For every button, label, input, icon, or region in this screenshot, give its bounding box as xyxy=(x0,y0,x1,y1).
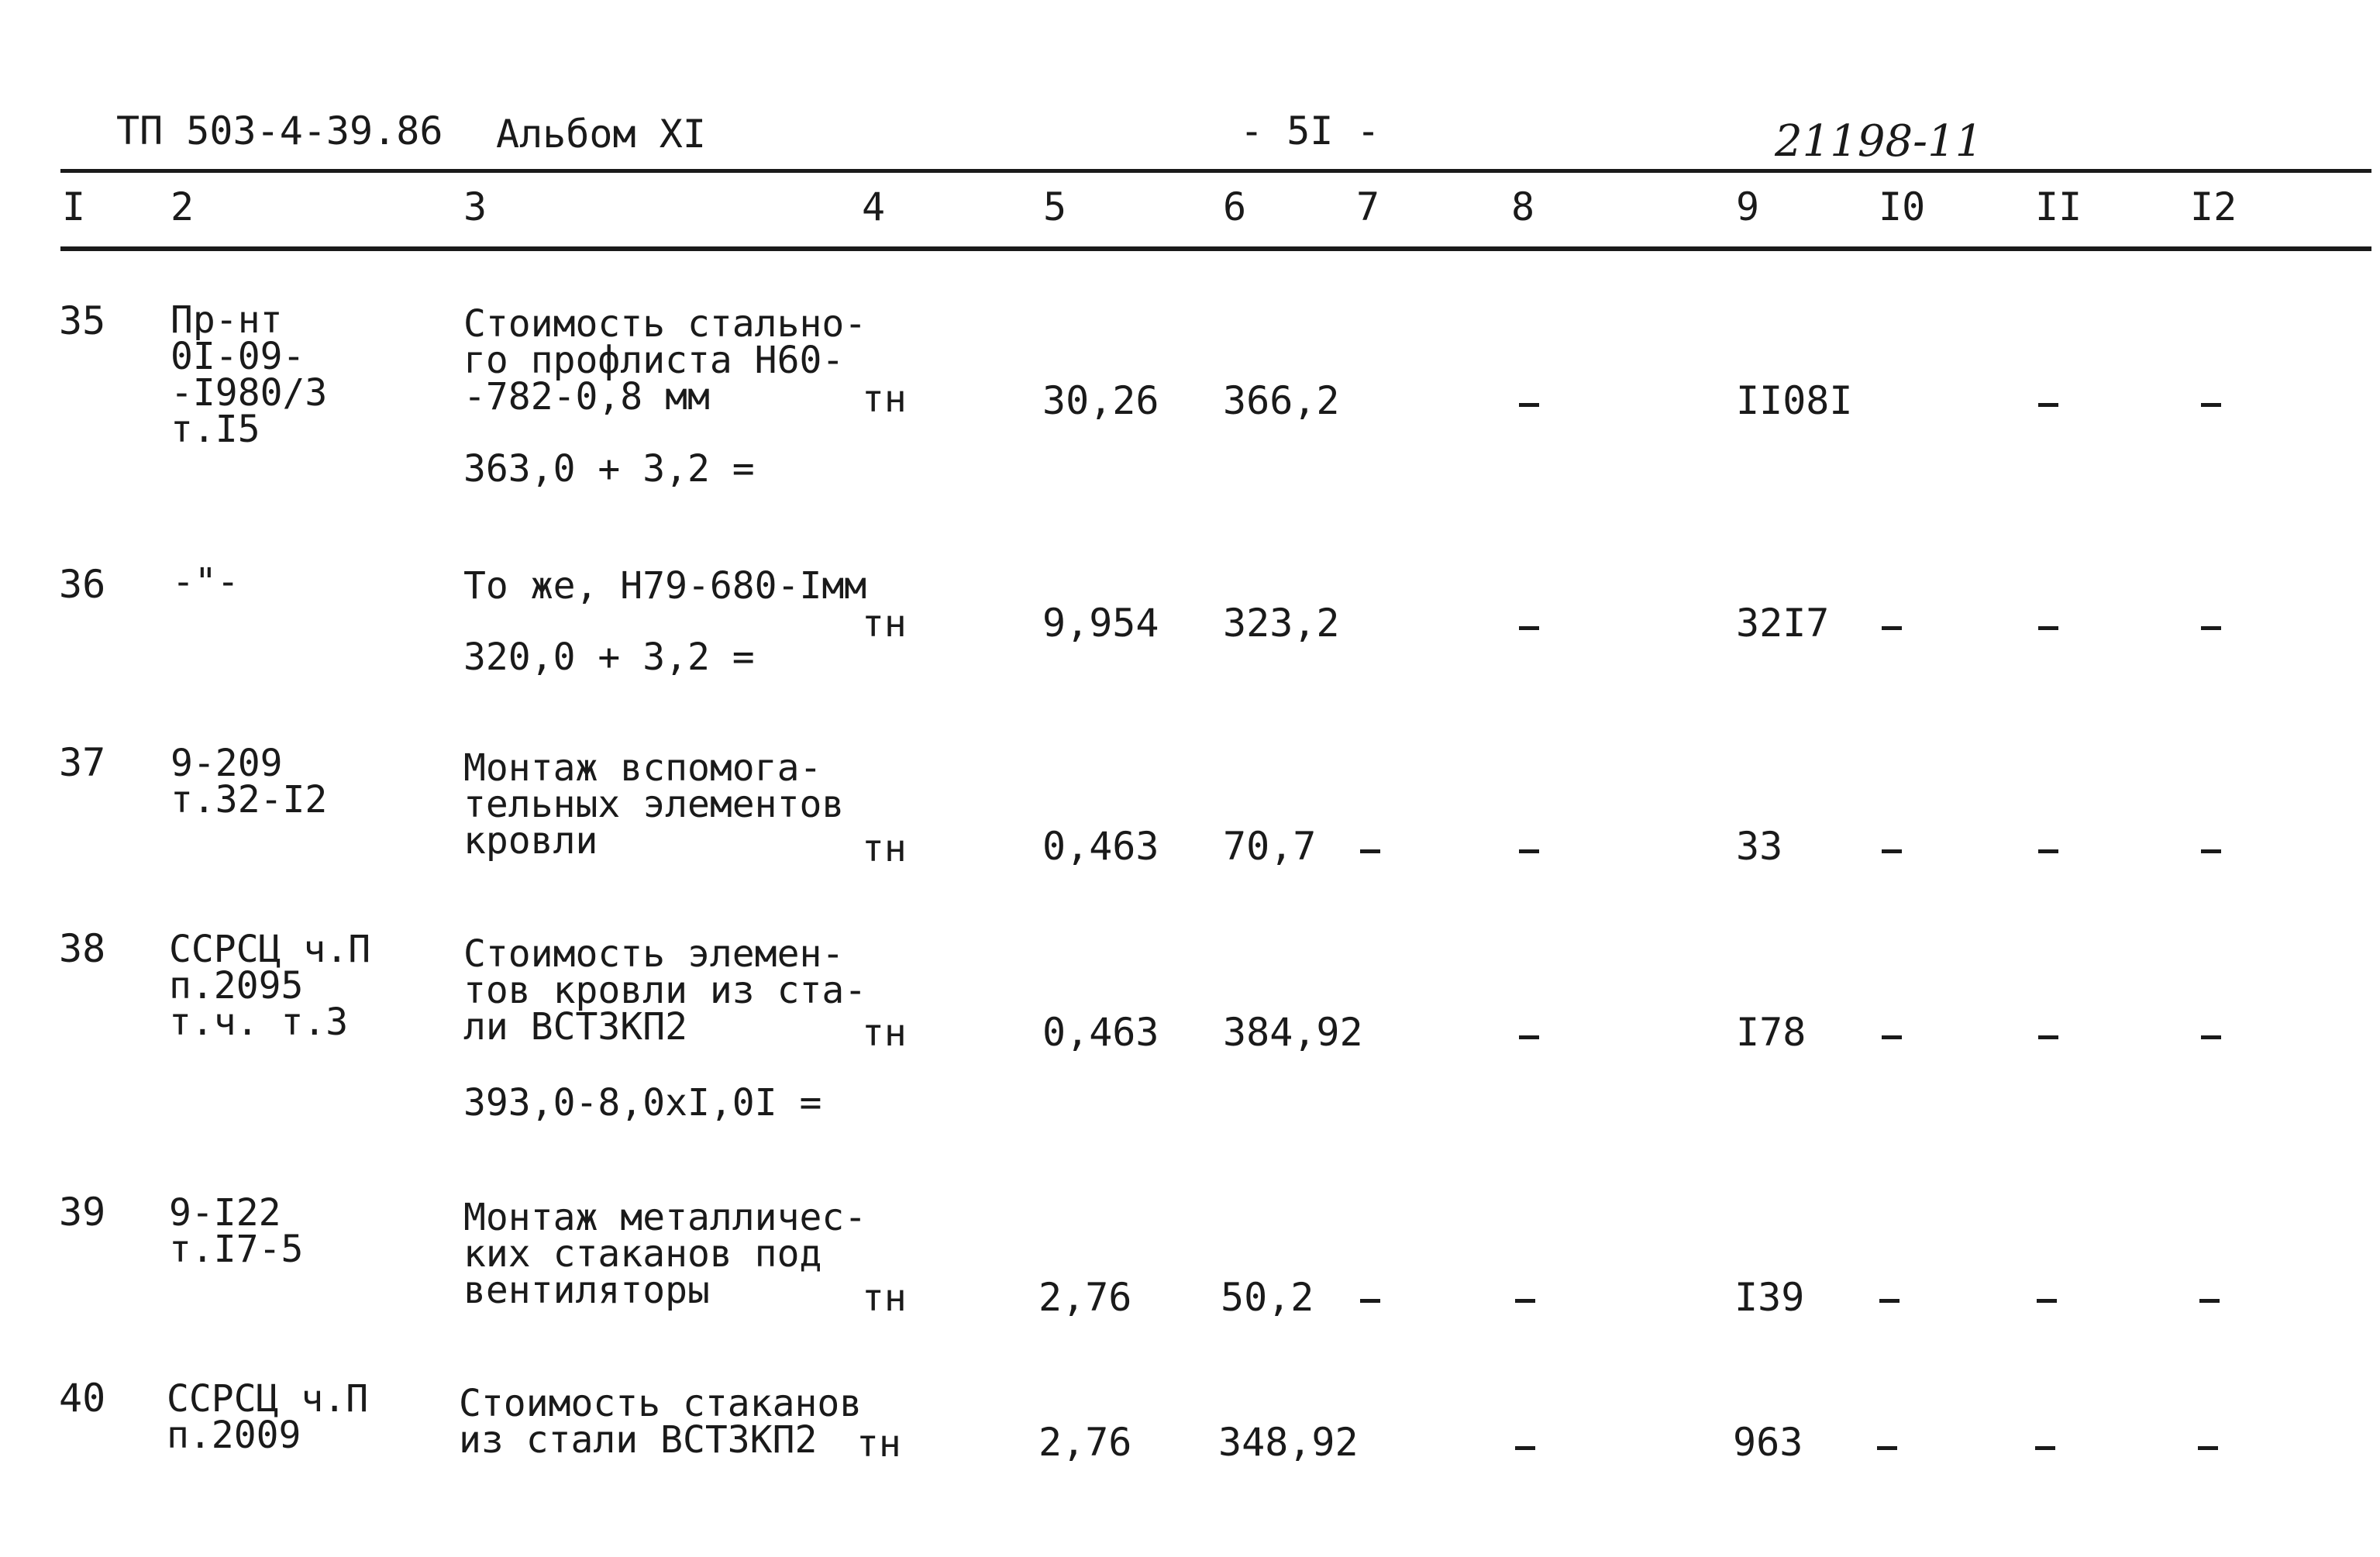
row-number: 38 xyxy=(59,926,106,971)
col-header-10: I0 xyxy=(1879,184,1926,229)
row-unit-price: 323,2 xyxy=(1223,601,1340,646)
row-quantity: 30,26 xyxy=(1042,378,1159,423)
row-total: 32I7 xyxy=(1736,601,1830,646)
row-description: То же, Н79-680-Iмм xyxy=(463,564,867,608)
row-unit: тн xyxy=(862,827,907,870)
col-header-3: 3 xyxy=(463,184,487,229)
dash-col7 xyxy=(1360,1299,1380,1303)
row-number: 40 xyxy=(59,1376,106,1421)
row-basis: 9-209 т.32-I2 xyxy=(170,742,328,822)
top-rule xyxy=(60,169,2371,173)
row-description: Стоимость стаканов из стали ВСТЗКП2 xyxy=(459,1382,863,1462)
dash-col12 xyxy=(2201,626,2221,630)
row-unit: тн xyxy=(862,1276,907,1320)
row-quantity: 2,76 xyxy=(1038,1420,1132,1465)
row-description: Стоимость стально- го профлиста Н60- -782-0,8 мм xyxy=(463,302,867,419)
row-unit-price: 50,2 xyxy=(1221,1275,1314,1320)
dash-col10 xyxy=(1877,1446,1897,1450)
dash-col12 xyxy=(2201,849,2221,853)
row-number: 35 xyxy=(59,298,106,343)
page-number: - 5I - xyxy=(1240,109,1380,153)
row-unit-price: 384,92 xyxy=(1223,1010,1363,1055)
dash-col11 xyxy=(2038,626,2058,630)
col-header-1: I xyxy=(62,184,86,229)
col-header-12: I2 xyxy=(2190,184,2237,229)
dash-col8 xyxy=(1519,1035,1539,1039)
row-basis: 9-I22 т.I7-5 xyxy=(169,1191,304,1271)
row-unit: тн xyxy=(856,1422,901,1466)
dash-col11 xyxy=(2035,1446,2055,1450)
col-header-9: 9 xyxy=(1736,184,1760,229)
row-total: I39 xyxy=(1734,1275,1805,1320)
dash-col7 xyxy=(1360,849,1380,853)
col-header-2: 2 xyxy=(170,184,195,229)
dash-col11 xyxy=(2038,1035,2058,1039)
row-unit-price: 70,7 xyxy=(1223,824,1317,869)
row-unit: тн xyxy=(862,602,907,646)
row-number: 37 xyxy=(59,740,106,785)
row-unit: тн xyxy=(862,1011,907,1055)
row-number: 39 xyxy=(59,1190,106,1235)
dash-col8 xyxy=(1515,1446,1535,1450)
row-basis: ССРСЦ ч.П п.2009 xyxy=(167,1377,369,1457)
dash-col12 xyxy=(2201,403,2221,407)
dash-col8 xyxy=(1519,849,1539,853)
row-quantity: 9,954 xyxy=(1042,601,1159,646)
dash-col12 xyxy=(2201,1035,2221,1039)
dash-col10 xyxy=(1882,849,1902,853)
col-header-6: 6 xyxy=(1223,184,1247,229)
row-total: 963 xyxy=(1733,1420,1803,1465)
document-code: ТП 503-4-39.86 xyxy=(116,109,443,153)
row-unit: тн xyxy=(862,377,907,421)
row-description: Монтаж вспомога- тельных элементов кровли xyxy=(463,746,845,863)
row-total: I78 xyxy=(1736,1010,1807,1055)
row-description: Монтаж металличес- ких стаканов под вентиляторы xyxy=(463,1196,867,1312)
row-quantity: 2,76 xyxy=(1038,1275,1132,1320)
col-header-5: 5 xyxy=(1043,184,1067,229)
row-total: II08I xyxy=(1736,378,1853,423)
dash-col10 xyxy=(1882,1035,1902,1039)
row-basis: Пр-нт 0I-09- -I980/3 т.I5 xyxy=(170,298,328,451)
dash-col8 xyxy=(1519,403,1539,407)
row-basis: -"- xyxy=(172,560,239,604)
row-total: 33 xyxy=(1736,824,1783,869)
col-header-7: 7 xyxy=(1356,184,1380,229)
column-header-rule xyxy=(60,246,2371,251)
handwritten-code: 21198-11 xyxy=(1775,116,1983,167)
dash-col12 xyxy=(2198,1446,2218,1450)
row-quantity: 0,463 xyxy=(1042,1010,1159,1055)
row-description: Стоимость элемен- тов кровли из ста- ли ВСТЗКП2 xyxy=(463,932,867,1049)
row-number: 36 xyxy=(59,562,106,607)
dash-col8 xyxy=(1519,626,1539,630)
dash-col10 xyxy=(1879,1299,1900,1303)
row-calculation: 363,0 + 3,2 = xyxy=(463,447,755,491)
dash-col11 xyxy=(2037,1299,2057,1303)
col-header-11: II xyxy=(2035,184,2082,229)
dash-col10 xyxy=(1882,626,1902,630)
dash-col11 xyxy=(2038,403,2058,407)
row-unit-price: 348,92 xyxy=(1218,1420,1359,1465)
dash-col12 xyxy=(2199,1299,2220,1303)
col-header-8: 8 xyxy=(1511,184,1535,229)
row-calculation: 320,0 + 3,2 = xyxy=(463,636,755,679)
dash-col11 xyxy=(2038,849,2058,853)
row-calculation: 393,0-8,0xI,0I = xyxy=(463,1081,822,1125)
row-unit-price: 366,2 xyxy=(1223,378,1340,423)
row-quantity: 0,463 xyxy=(1042,824,1159,869)
album-label: Альбом XI xyxy=(496,112,706,157)
row-basis: ССРСЦ ч.П п.2095 т.ч. т.3 xyxy=(169,928,371,1044)
dash-col8 xyxy=(1515,1299,1535,1303)
col-header-4: 4 xyxy=(862,184,886,229)
